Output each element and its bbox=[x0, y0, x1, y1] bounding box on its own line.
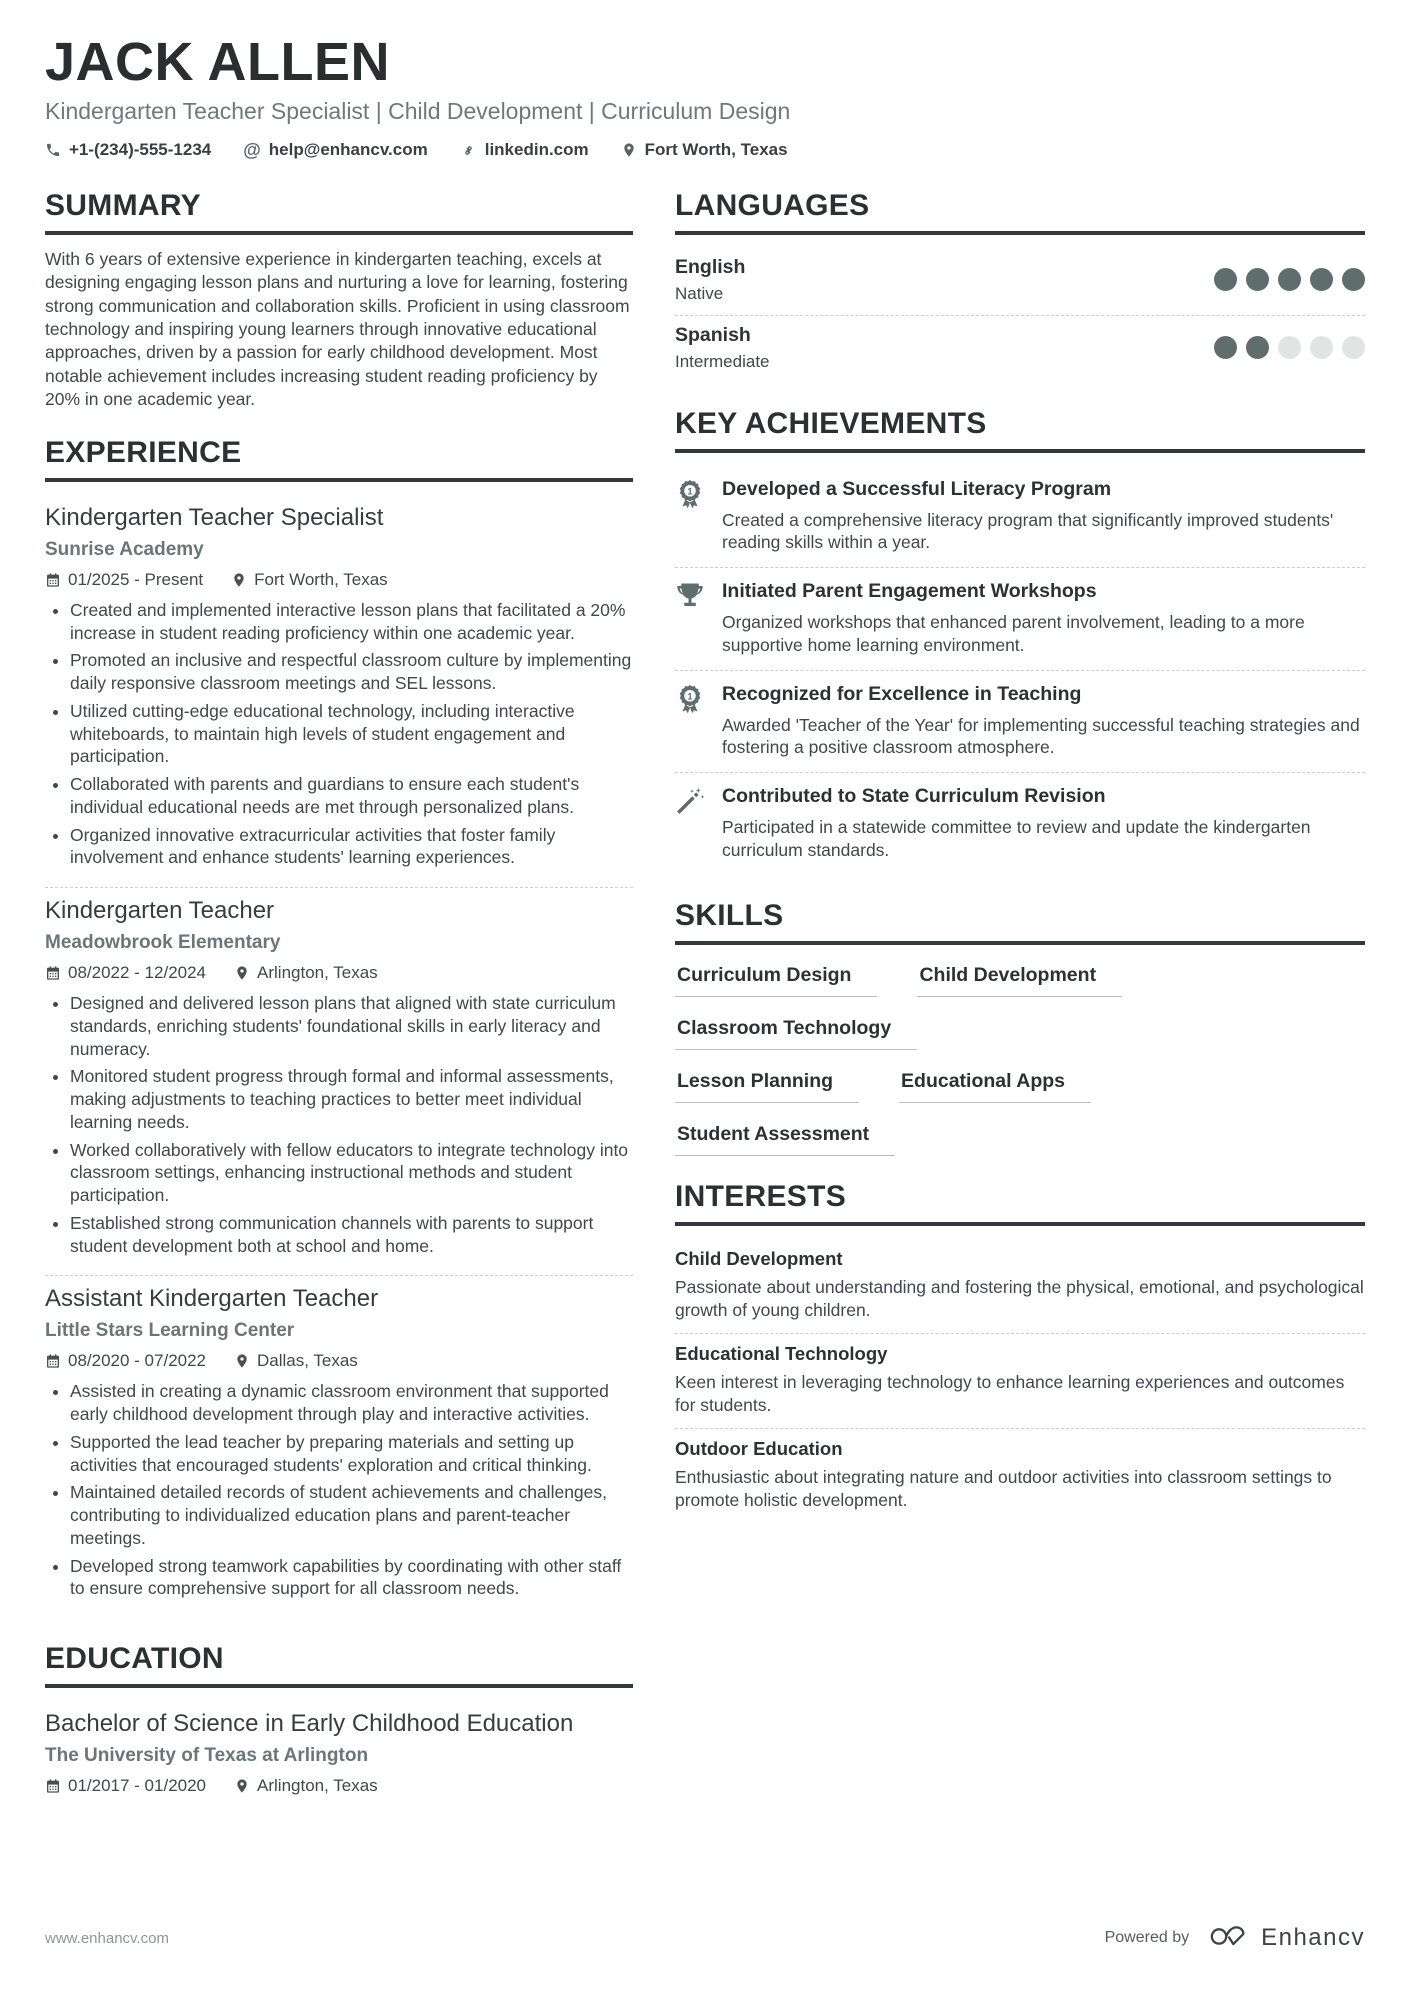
job-title: Assistant Kindergarten Teacher bbox=[45, 1285, 379, 1313]
skill-chip: Lesson Planning bbox=[675, 1070, 859, 1103]
achievement-text: Organized workshops that enhanced parent involvement, leading to a more supportive home learning environment. bbox=[722, 612, 1305, 655]
skill-chip: Curriculum Design bbox=[675, 964, 877, 997]
job-entry bbox=[45, 495, 633, 887]
language-list bbox=[675, 248, 1365, 383]
header bbox=[45, 34, 1365, 161]
skill-chip: Child Development bbox=[917, 964, 1122, 997]
achievement-list bbox=[675, 466, 1365, 875]
language-name: Spanish bbox=[675, 323, 751, 346]
job-location bbox=[231, 570, 388, 590]
interests-heading: INTERESTS bbox=[675, 1180, 1365, 1226]
summary-heading: SUMMARY bbox=[45, 189, 633, 235]
interest-item bbox=[675, 1428, 1365, 1523]
achievement-icon bbox=[675, 579, 707, 656]
achievement-title: Initiated Parent Engagement Workshops bbox=[722, 580, 1097, 603]
job-location bbox=[234, 963, 378, 983]
job-meta bbox=[45, 570, 633, 590]
linkedin-contact[interactable] bbox=[460, 140, 589, 160]
bullet-item: • Organized innovative extracurricular activities that foster family involvement and enhance students' learning experiences. bbox=[70, 824, 633, 870]
svg-text:1: 1 bbox=[687, 690, 693, 701]
achievement-body bbox=[722, 579, 1365, 656]
location-pin-icon bbox=[231, 572, 247, 588]
achievement-text: Participated in a statewide committee to review and update the kindergarten curriculum standards. bbox=[722, 817, 1311, 860]
language-info bbox=[675, 324, 770, 372]
education-section bbox=[45, 1642, 633, 1809]
email-value: help@enhancv.com bbox=[268, 140, 428, 160]
skill-chip: Educational Apps bbox=[899, 1070, 1091, 1103]
achievements-heading: KEY ACHIEVEMENTS bbox=[675, 407, 1365, 453]
achievement-title: Contributed to State Curriculum Revision bbox=[722, 785, 1106, 808]
language-name: English bbox=[675, 255, 746, 278]
interest-text: Passionate about understanding and fostering the physical, emotional, and psychological growth of young children. bbox=[675, 1276, 1364, 1320]
content-columns bbox=[45, 189, 1365, 1833]
contact-row bbox=[45, 140, 1365, 161]
bullet-item: • Designed and delivered lesson plans that aligned with state curriculum standards, enriching students' foundational skills in early literacy and numeracy. bbox=[70, 992, 633, 1060]
experience-heading: EXPERIENCE bbox=[45, 436, 633, 482]
achievement-icon bbox=[675, 477, 707, 554]
headline: Kindergarten Teacher Specialist | Child Development | Curriculum Design bbox=[45, 97, 791, 124]
skill-row bbox=[675, 964, 1365, 997]
language-row bbox=[675, 248, 1365, 315]
interest-text: Keen interest in leveraging technology to enhance learning experiences and outcomes for students. bbox=[675, 1371, 1345, 1415]
bullet-item: • Collaborated with parents and guardians to ensure each student's individual educational needs are met through personalized plans. bbox=[70, 773, 633, 819]
footer bbox=[45, 1923, 1365, 1953]
bullet-item: • Utilized cutting-edge educational technology, including interactive whiteboards, to maintain high levels of student engagement and participation. bbox=[70, 700, 633, 768]
location-value: Arlington, Texas bbox=[257, 963, 378, 982]
skill-row bbox=[675, 1123, 1365, 1156]
achievement-item bbox=[675, 772, 1365, 874]
education-meta bbox=[45, 1776, 633, 1796]
phone-contact[interactable] bbox=[45, 140, 211, 160]
job-dates bbox=[45, 963, 206, 983]
education-dates bbox=[45, 1776, 206, 1796]
location-value: Fort Worth, Texas bbox=[644, 140, 788, 160]
brand-wrap bbox=[1209, 1923, 1365, 1953]
school-name: The University of Texas at Arlington bbox=[45, 1745, 369, 1766]
summary-section bbox=[45, 189, 633, 412]
skill-row bbox=[675, 1070, 1365, 1103]
experience-section bbox=[45, 436, 633, 1618]
powered-by bbox=[1105, 1923, 1365, 1953]
dates-value: 08/2022 - 12/2024 bbox=[68, 963, 207, 982]
phone-number: +1-(234)-555-1234 bbox=[69, 140, 212, 160]
job-meta bbox=[45, 963, 633, 983]
job-list bbox=[45, 495, 633, 1618]
job-title: Kindergarten Teacher Specialist bbox=[45, 503, 384, 531]
bullet-item: • Worked collaboratively with fellow educators to integrate technology into classroom settings, enhancing instructional methods and student participation. bbox=[70, 1139, 633, 1207]
interest-title: Child Development bbox=[675, 1247, 843, 1269]
achievement-body bbox=[722, 682, 1365, 759]
job-dates bbox=[45, 1351, 206, 1371]
degree-title: Bachelor of Science in Early Childhood Education bbox=[45, 1710, 574, 1737]
website-link[interactable]: www.enhancv.com bbox=[45, 1929, 169, 1947]
calendar-icon bbox=[45, 572, 61, 588]
brand-name: Enhancv bbox=[1261, 1924, 1365, 1951]
job-bullets bbox=[45, 1380, 633, 1600]
achievement-item bbox=[675, 466, 1365, 567]
education-location bbox=[234, 1776, 378, 1796]
left-column bbox=[45, 189, 633, 1833]
job-title: Kindergarten Teacher bbox=[45, 897, 275, 924]
calendar-icon bbox=[45, 1778, 61, 1794]
link-icon bbox=[460, 142, 477, 159]
location-contact bbox=[621, 140, 788, 160]
skill-row bbox=[675, 1017, 1365, 1050]
language-level-dot bbox=[1310, 336, 1333, 359]
achievements-section bbox=[675, 407, 1365, 875]
location-value: Dallas, Texas bbox=[257, 1351, 358, 1371]
skill-chip: Student Assessment bbox=[675, 1123, 895, 1156]
location-pin-icon bbox=[234, 1353, 250, 1369]
svg-text:1: 1 bbox=[687, 485, 693, 496]
skills-section bbox=[675, 899, 1365, 1156]
company-name: Little Stars Learning Center bbox=[45, 1320, 295, 1342]
location-pin-icon bbox=[621, 142, 637, 158]
dates-value: 01/2017 - 01/2020 bbox=[68, 1776, 207, 1795]
interest-title: Educational Technology bbox=[675, 1342, 888, 1364]
email-contact[interactable] bbox=[243, 140, 427, 161]
language-level-dot bbox=[1342, 336, 1365, 359]
language-level: Native bbox=[675, 283, 724, 303]
skill-chip: Classroom Technology bbox=[675, 1017, 917, 1050]
language-level-dots bbox=[1214, 336, 1365, 359]
achievement-text: Awarded 'Teacher of the Year' for implementing successful teaching strategies and fostering a positive classroom atmosphere. bbox=[722, 714, 1360, 758]
job-bullets bbox=[45, 992, 633, 1257]
interest-text: Enthusiastic about integrating nature and outdoor activities into classroom settings to promote holistic development. bbox=[675, 1466, 1332, 1510]
phone-icon bbox=[45, 142, 61, 158]
linkedin-value: linkedin.com bbox=[484, 140, 589, 160]
language-level-dot bbox=[1278, 268, 1301, 291]
interest-title: Outdoor Education bbox=[675, 1437, 843, 1459]
language-level-dot bbox=[1214, 336, 1237, 359]
skills-list bbox=[675, 958, 1365, 1156]
calendar-icon bbox=[45, 1353, 61, 1369]
enhancv-logo-icon bbox=[1209, 1923, 1251, 1953]
dates-value: 01/2025 - Present bbox=[68, 569, 204, 589]
language-level-dot bbox=[1278, 336, 1301, 359]
languages-heading: LANGUAGES bbox=[675, 189, 1365, 235]
achievement-icon bbox=[675, 682, 707, 759]
job-location bbox=[234, 1351, 358, 1371]
achievement-title: Recognized for Excellence in Teaching bbox=[722, 682, 1082, 705]
job-entry bbox=[45, 887, 633, 1275]
language-level-dot bbox=[1214, 268, 1237, 291]
bullet-item: • Assisted in creating a dynamic classroom environment that supported early childhood development through play and interactive activities. bbox=[70, 1380, 633, 1426]
achievement-item bbox=[675, 567, 1365, 669]
bullet-item: • Developed strong teamwork capabilities by coordinating with other staff to ensure comprehensive support for all classroom needs. bbox=[70, 1555, 633, 1601]
languages-section bbox=[675, 189, 1365, 383]
language-level-dot bbox=[1246, 268, 1269, 291]
powered-by-label: Powered by bbox=[1104, 1929, 1190, 1946]
bullet-item: • Promoted an inclusive and respectful classroom culture by implementing daily responsive classroom meetings and SEL lessons. bbox=[70, 649, 633, 695]
bullet-item: • Monitored student progress through formal and informal assessments, making adjustments to teaching practices to better meet individual learning needs. bbox=[70, 1065, 633, 1133]
person-name: JACK ALLEN bbox=[45, 32, 391, 92]
company-name: Meadowbrook Elementary bbox=[45, 932, 281, 953]
job-entry bbox=[45, 1275, 633, 1618]
education-heading: EDUCATION bbox=[45, 1642, 633, 1688]
language-level-dot bbox=[1310, 268, 1333, 291]
interest-item bbox=[675, 1333, 1365, 1428]
skills-heading: SKILLS bbox=[675, 899, 1365, 945]
language-level-dot bbox=[1246, 336, 1269, 359]
location-pin-icon bbox=[234, 965, 250, 981]
job-dates bbox=[45, 570, 203, 590]
language-row bbox=[675, 315, 1365, 383]
achievement-body bbox=[722, 784, 1365, 861]
at-icon: @ bbox=[243, 139, 261, 160]
achievement-item bbox=[675, 670, 1365, 772]
language-level-dots bbox=[1214, 268, 1365, 291]
summary-text: With 6 years of extensive experience in kindergarten teaching, excels at designing engaging lesson plans and nurturing a love for learning, fostering strong communication and collaboration skills. Proficient in using classroom technology and inspiring young learners through innovative educational approaches, driven by a passion for early childhood development. Most notable achievement includes increasing student reading proficiency by 20% in one academic year. bbox=[45, 248, 630, 410]
achievement-body bbox=[722, 477, 1365, 554]
location-value: Fort Worth, Texas bbox=[254, 569, 388, 589]
location-pin-icon bbox=[234, 1778, 250, 1794]
achievement-icon bbox=[675, 784, 707, 861]
bullet-item: • Established strong communication channels with parents to support student development both at school and home. bbox=[70, 1212, 633, 1258]
language-level: Intermediate bbox=[675, 351, 770, 371]
achievement-text: Created a comprehensive literacy program that significantly improved students' reading skills within a year. bbox=[722, 509, 1334, 553]
education-entry bbox=[45, 1701, 633, 1809]
interests-section bbox=[675, 1180, 1365, 1524]
location-value: Arlington, Texas bbox=[257, 1776, 378, 1795]
language-info bbox=[675, 256, 745, 304]
job-bullets bbox=[45, 599, 633, 869]
calendar-icon bbox=[45, 965, 61, 981]
achievement-title: Developed a Successful Literacy Program bbox=[722, 477, 1112, 500]
language-level-dot bbox=[1342, 268, 1365, 291]
interest-list bbox=[675, 1239, 1365, 1524]
dates-value: 08/2020 - 07/2022 bbox=[68, 1351, 207, 1371]
bullet-item: • Supported the lead teacher by preparing materials and setting up activities that encouraged students' exploration and critical thinking. bbox=[70, 1431, 633, 1477]
bullet-item: • Created and implemented interactive lesson plans that facilitated a 20% increase in student reading proficiency within one academic year. bbox=[70, 599, 633, 645]
interest-item bbox=[675, 1239, 1365, 1333]
job-meta bbox=[45, 1351, 633, 1371]
company-name: Sunrise Academy bbox=[45, 538, 204, 560]
right-column bbox=[675, 189, 1365, 1833]
bullet-item: • Maintained detailed records of student achievements and challenges, contributing to individualized education plans and parent-teacher meetings. bbox=[70, 1481, 633, 1549]
